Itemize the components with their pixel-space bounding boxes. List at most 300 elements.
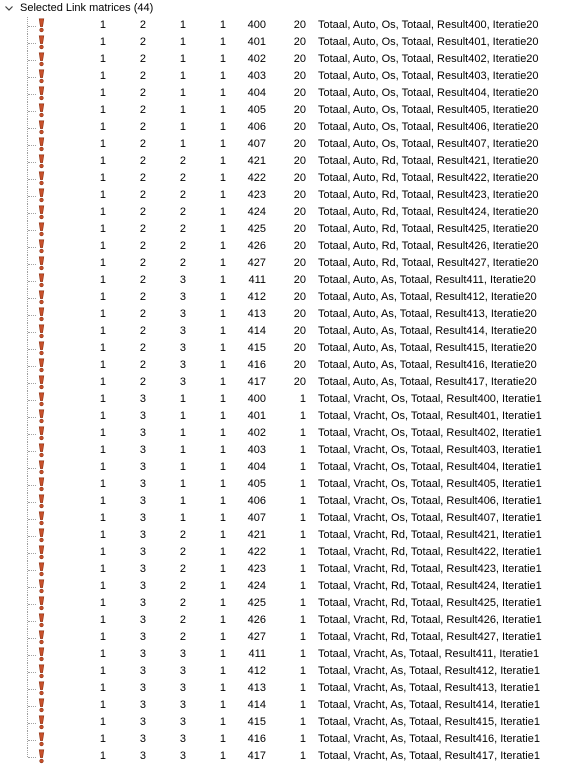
warning-pin-icon: [37, 647, 46, 662]
tree-connector-horizontal: [28, 502, 36, 503]
row-cell-4: 1: [219, 291, 226, 303]
tree-row[interactable]: [0, 357, 570, 374]
row-cell-4: 1: [219, 716, 226, 728]
row-cell-5: 401: [247, 410, 266, 422]
row-cell-3: 3: [179, 665, 186, 677]
row-cell-5: 412: [247, 665, 266, 677]
row-cell-4: 1: [219, 121, 226, 133]
tree-row[interactable]: [0, 170, 570, 187]
row-cell-5: 411: [248, 648, 266, 660]
tree-connector-horizontal: [28, 315, 36, 316]
tree-connector-horizontal: [28, 128, 36, 129]
row-cell-2: 3: [139, 444, 146, 456]
row-cell-3: 3: [179, 699, 186, 711]
row-cell-6: 1: [299, 410, 306, 422]
row-cell-6: 20: [293, 87, 306, 99]
row-description: Totaal, Vracht, Os, Totaal, Result405, Iteratie1: [318, 478, 542, 490]
tree-row[interactable]: [0, 391, 570, 408]
row-cell-5: 421: [247, 155, 266, 167]
tree-row[interactable]: [0, 493, 570, 510]
row-cell-1: 1: [99, 563, 106, 575]
row-cell-4: 1: [219, 393, 226, 405]
row-cell-2: 2: [139, 104, 146, 116]
row-description: Totaal, Auto, As, Totaal, Result412, Iteratie20: [318, 291, 537, 303]
warning-pin-icon: [37, 188, 46, 203]
row-description: Totaal, Auto, As, Totaal, Result415, Iteratie20: [318, 342, 537, 354]
tree-row[interactable]: [0, 476, 570, 493]
row-description: Totaal, Auto, Rd, Totaal, Result422, Iteratie20: [318, 172, 539, 184]
warning-pin-icon: [37, 698, 46, 713]
tree-row[interactable]: [0, 187, 570, 204]
tree-row[interactable]: [0, 153, 570, 170]
row-description: Totaal, Vracht, Os, Totaal, Result403, Iteratie1: [318, 444, 542, 456]
row-description: Totaal, Vracht, Os, Totaal, Result404, Iteratie1: [318, 461, 542, 473]
warning-pin-icon: [37, 69, 46, 84]
row-cell-6: 1: [299, 529, 306, 541]
row-cell-1: 1: [99, 597, 106, 609]
row-cell-2: 2: [139, 274, 146, 286]
tree-row[interactable]: [0, 731, 570, 748]
row-cell-2: 2: [139, 359, 146, 371]
row-description: Totaal, Auto, Os, Totaal, Result403, Iteratie20: [318, 70, 539, 82]
tree-connector-horizontal: [28, 43, 36, 44]
row-cell-5: 404: [247, 87, 266, 99]
row-cell-3: 2: [179, 223, 186, 235]
row-description: Totaal, Auto, As, Totaal, Result411, Iteratie20: [318, 274, 536, 286]
tree-connector-horizontal: [28, 519, 36, 520]
row-cell-4: 1: [219, 19, 226, 31]
row-cell-5: 421: [247, 529, 266, 541]
row-cell-1: 1: [99, 546, 106, 558]
row-cell-2: 3: [139, 733, 146, 745]
row-cell-1: 1: [99, 19, 106, 31]
warning-pin-icon: [37, 749, 46, 764]
row-cell-4: 1: [219, 274, 226, 286]
row-cell-5: 423: [247, 563, 266, 575]
row-cell-3: 2: [179, 631, 186, 643]
warning-pin-icon: [37, 256, 46, 271]
row-description: Totaal, Vracht, Rd, Totaal, Result424, Iteratie1: [318, 580, 542, 592]
row-description: Totaal, Vracht, Os, Totaal, Result400, Iteratie1: [318, 393, 542, 405]
tree-row[interactable]: [0, 102, 570, 119]
row-cell-4: 1: [219, 172, 226, 184]
tree-connector-horizontal: [28, 60, 36, 61]
tree-connector-horizontal: [28, 757, 36, 758]
row-cell-4: 1: [219, 308, 226, 320]
row-cell-4: 1: [219, 376, 226, 388]
row-description: Totaal, Auto, Os, Totaal, Result401, Iteratie20: [318, 36, 539, 48]
tree-connector-horizontal: [28, 77, 36, 78]
row-cell-3: 3: [179, 648, 186, 660]
row-cell-6: 20: [293, 19, 306, 31]
tree-row[interactable]: [0, 459, 570, 476]
row-cell-1: 1: [99, 70, 106, 82]
row-cell-6: 20: [293, 257, 306, 269]
warning-pin-icon: [37, 613, 46, 628]
row-cell-3: 1: [179, 427, 186, 439]
tree-row[interactable]: [0, 578, 570, 595]
row-cell-5: 423: [247, 189, 266, 201]
tree-row[interactable]: [0, 289, 570, 306]
row-description: Totaal, Vracht, Rd, Totaal, Result427, Iteratie1: [318, 631, 542, 643]
row-cell-2: 2: [139, 257, 146, 269]
row-cell-5: 400: [247, 19, 266, 31]
row-cell-2: 2: [139, 19, 146, 31]
row-cell-2: 3: [139, 546, 146, 558]
row-cell-6: 20: [293, 104, 306, 116]
row-cell-5: 427: [247, 257, 266, 269]
row-cell-4: 1: [219, 223, 226, 235]
tree-row[interactable]: [0, 527, 570, 544]
row-cell-3: 3: [179, 342, 186, 354]
row-cell-5: 413: [247, 682, 266, 694]
warning-pin-icon: [37, 392, 46, 407]
row-cell-6: 20: [293, 189, 306, 201]
row-cell-6: 20: [293, 53, 306, 65]
tree-connector-horizontal: [28, 179, 36, 180]
row-cell-1: 1: [99, 359, 106, 371]
row-cell-6: 1: [299, 597, 306, 609]
tree-connector-horizontal: [28, 111, 36, 112]
row-cell-5: 404: [247, 461, 266, 473]
tree-connector-horizontal: [28, 230, 36, 231]
tree-row[interactable]: [0, 51, 570, 68]
row-cell-3: 3: [179, 359, 186, 371]
warning-pin-icon: [37, 307, 46, 322]
row-cell-2: 3: [139, 716, 146, 728]
tree-connector-horizontal: [28, 587, 36, 588]
tree-row[interactable]: [0, 612, 570, 629]
row-cell-5: 402: [247, 53, 266, 65]
tree-group-label: Selected Link matrices (44): [20, 2, 154, 14]
row-cell-5: 416: [247, 359, 266, 371]
row-cell-5: 425: [247, 597, 266, 609]
row-cell-3: 2: [179, 172, 186, 184]
row-cell-4: 1: [219, 325, 226, 337]
row-description: Totaal, Auto, Os, Totaal, Result404, Iteratie20: [318, 87, 539, 99]
row-cell-2: 3: [139, 512, 146, 524]
row-cell-2: 2: [139, 291, 146, 303]
row-cell-6: 20: [293, 172, 306, 184]
row-cell-5: 405: [247, 104, 266, 116]
row-cell-3: 1: [179, 495, 186, 507]
tree-row[interactable]: [0, 17, 570, 34]
row-cell-2: 3: [139, 648, 146, 660]
row-description: Totaal, Auto, Os, Totaal, Result402, Iteratie20: [318, 53, 539, 65]
row-cell-1: 1: [99, 682, 106, 694]
tree-connector-horizontal: [28, 740, 36, 741]
tree-row[interactable]: [0, 646, 570, 663]
row-cell-3: 2: [179, 240, 186, 252]
warning-pin-icon: [37, 18, 46, 33]
row-cell-2: 3: [139, 461, 146, 473]
row-cell-4: 1: [219, 189, 226, 201]
row-cell-5: 403: [247, 70, 266, 82]
warning-pin-icon: [37, 239, 46, 254]
row-cell-1: 1: [99, 206, 106, 218]
warning-pin-icon: [37, 715, 46, 730]
row-description: Totaal, Auto, As, Totaal, Result413, Iteratie20: [318, 308, 537, 320]
row-cell-6: 1: [299, 733, 306, 745]
row-cell-6: 1: [299, 563, 306, 575]
row-cell-1: 1: [99, 121, 106, 133]
row-description: Totaal, Auto, Rd, Totaal, Result426, Iteratie20: [318, 240, 539, 252]
tree-row[interactable]: [0, 136, 570, 153]
row-cell-5: 402: [247, 427, 266, 439]
row-description: Totaal, Vracht, As, Totaal, Result417, Iteratie1: [318, 750, 540, 762]
row-cell-4: 1: [219, 70, 226, 82]
tree-row[interactable]: [0, 629, 570, 646]
row-cell-5: 426: [247, 614, 266, 626]
row-cell-4: 1: [219, 104, 226, 116]
row-cell-2: 3: [139, 563, 146, 575]
row-cell-5: 414: [247, 325, 266, 337]
row-description: Totaal, Vracht, Rd, Totaal, Result425, Iteratie1: [318, 597, 542, 609]
tree-connector-horizontal: [28, 553, 36, 554]
row-cell-2: 2: [139, 121, 146, 133]
row-cell-4: 1: [219, 495, 226, 507]
row-cell-2: 3: [139, 478, 146, 490]
row-cell-6: 20: [293, 155, 306, 167]
tree-row[interactable]: [0, 68, 570, 85]
row-cell-6: 20: [293, 342, 306, 354]
row-cell-6: 1: [299, 750, 306, 762]
row-cell-6: 1: [299, 580, 306, 592]
row-cell-3: 2: [179, 257, 186, 269]
row-cell-2: 2: [139, 36, 146, 48]
tree-row[interactable]: [0, 680, 570, 697]
tree-connector-horizontal: [28, 417, 36, 418]
row-cell-6: 1: [299, 478, 306, 490]
row-cell-3: 1: [179, 138, 186, 150]
tree-row[interactable]: [0, 306, 570, 323]
row-cell-1: 1: [99, 325, 106, 337]
warning-pin-icon: [37, 494, 46, 509]
row-cell-2: 3: [139, 393, 146, 405]
row-cell-6: 1: [299, 682, 306, 694]
row-description: Totaal, Auto, Rd, Totaal, Result425, Iteratie20: [318, 223, 539, 235]
tree-row[interactable]: [0, 221, 570, 238]
row-cell-4: 1: [219, 87, 226, 99]
tree-connector-horizontal: [28, 26, 36, 27]
warning-pin-icon: [37, 528, 46, 543]
row-description: Totaal, Auto, Os, Totaal, Result400, Iteratie20: [318, 19, 539, 31]
tree-connector-horizontal: [28, 213, 36, 214]
row-cell-3: 2: [179, 546, 186, 558]
row-cell-1: 1: [99, 36, 106, 48]
tree-row[interactable]: [0, 663, 570, 680]
tree-connector-horizontal: [28, 689, 36, 690]
row-description: Totaal, Auto, Os, Totaal, Result406, Iteratie20: [318, 121, 539, 133]
row-cell-2: 2: [139, 376, 146, 388]
row-cell-4: 1: [219, 580, 226, 592]
tree-row[interactable]: [0, 714, 570, 731]
row-cell-5: 405: [247, 478, 266, 490]
row-description: Totaal, Auto, As, Totaal, Result414, Iteratie20: [318, 325, 537, 337]
tree-row[interactable]: [0, 544, 570, 561]
tree-row[interactable]: [0, 748, 570, 765]
warning-pin-icon: [37, 341, 46, 356]
row-cell-5: 422: [247, 172, 266, 184]
row-cell-3: 1: [179, 121, 186, 133]
row-description: Totaal, Vracht, Os, Totaal, Result402, Iteratie1: [318, 427, 542, 439]
row-cell-1: 1: [99, 138, 106, 150]
row-description: Totaal, Vracht, As, Totaal, Result416, Iteratie1: [318, 733, 540, 745]
row-cell-5: 416: [247, 733, 266, 745]
row-cell-2: 2: [139, 155, 146, 167]
tree-row[interactable]: [0, 408, 570, 425]
row-cell-6: 20: [293, 376, 306, 388]
row-cell-3: 1: [179, 36, 186, 48]
warning-pin-icon: [37, 460, 46, 475]
row-cell-1: 1: [99, 104, 106, 116]
warning-pin-icon: [37, 732, 46, 747]
tree-row[interactable]: [0, 510, 570, 527]
tree-connector-horizontal: [28, 162, 36, 163]
row-cell-4: 1: [219, 682, 226, 694]
row-cell-2: 3: [139, 427, 146, 439]
row-cell-5: 427: [247, 631, 266, 643]
tree-row[interactable]: [0, 561, 570, 578]
row-description: Totaal, Vracht, Os, Totaal, Result406, Iteratie1: [318, 495, 542, 507]
tree-connector-horizontal: [28, 706, 36, 707]
tree-connector-horizontal: [28, 247, 36, 248]
tree-row[interactable]: [0, 374, 570, 391]
tree-row[interactable]: [0, 255, 570, 272]
row-cell-1: 1: [99, 699, 106, 711]
warning-pin-icon: [37, 324, 46, 339]
tree-connector-horizontal: [28, 723, 36, 724]
warning-pin-icon: [37, 35, 46, 50]
row-cell-3: 2: [179, 155, 186, 167]
warning-pin-icon: [37, 86, 46, 101]
row-cell-3: 2: [179, 563, 186, 575]
row-cell-1: 1: [99, 410, 106, 422]
row-cell-4: 1: [219, 478, 226, 490]
row-description: Totaal, Vracht, Os, Totaal, Result401, Iteratie1: [318, 410, 542, 422]
row-cell-5: 407: [247, 512, 266, 524]
row-cell-2: 2: [139, 189, 146, 201]
row-cell-6: 20: [293, 70, 306, 82]
row-cell-4: 1: [219, 546, 226, 558]
tree-row[interactable]: [0, 34, 570, 51]
tree-row[interactable]: [0, 340, 570, 357]
row-cell-5: 422: [247, 546, 266, 558]
row-cell-2: 3: [139, 682, 146, 694]
row-cell-2: 2: [139, 138, 146, 150]
row-cell-3: 1: [179, 393, 186, 405]
row-cell-6: 1: [299, 495, 306, 507]
row-cell-1: 1: [99, 580, 106, 592]
tree-connector-horizontal: [28, 264, 36, 265]
row-cell-1: 1: [99, 240, 106, 252]
row-cell-6: 1: [299, 444, 306, 456]
row-cell-3: 3: [179, 274, 186, 286]
row-cell-3: 3: [179, 308, 186, 320]
warning-pin-icon: [37, 409, 46, 424]
row-cell-1: 1: [99, 750, 106, 762]
row-description: Totaal, Auto, Rd, Totaal, Result424, Iteratie20: [318, 206, 539, 218]
warning-pin-icon: [37, 137, 46, 152]
tree-row[interactable]: [0, 442, 570, 459]
tree-row[interactable]: [0, 595, 570, 612]
tree-connector-horizontal: [28, 434, 36, 435]
tree-row[interactable]: [0, 425, 570, 442]
row-cell-3: 2: [179, 597, 186, 609]
row-cell-3: 2: [179, 189, 186, 201]
warning-pin-icon: [37, 511, 46, 526]
row-cell-3: 1: [179, 461, 186, 473]
tree-connector-horizontal: [28, 196, 36, 197]
warning-pin-icon: [37, 426, 46, 441]
tree-connector-horizontal: [28, 570, 36, 571]
row-cell-1: 1: [99, 87, 106, 99]
row-cell-6: 1: [299, 512, 306, 524]
row-cell-6: 1: [299, 461, 306, 473]
row-cell-5: 424: [247, 206, 266, 218]
row-description: Totaal, Auto, Rd, Totaal, Result421, Iteratie20: [318, 155, 539, 167]
tree-connector-horizontal: [28, 451, 36, 452]
row-cell-3: 1: [179, 19, 186, 31]
tree-connector-horizontal: [28, 638, 36, 639]
row-cell-6: 1: [299, 427, 306, 439]
tree-group-selected-link-matrices[interactable]: [0, 0, 570, 17]
row-cell-6: 20: [293, 359, 306, 371]
row-cell-3: 2: [179, 529, 186, 541]
row-cell-6: 20: [293, 223, 306, 235]
tree-connector-horizontal: [28, 349, 36, 350]
row-description: Totaal, Auto, Os, Totaal, Result405, Iteratie20: [318, 104, 539, 116]
row-cell-1: 1: [99, 631, 106, 643]
row-cell-3: 1: [179, 104, 186, 116]
warning-pin-icon: [37, 120, 46, 135]
warning-pin-icon: [37, 443, 46, 458]
row-cell-6: 20: [293, 291, 306, 303]
warning-pin-icon: [37, 562, 46, 577]
warning-pin-icon: [37, 579, 46, 594]
row-description: Totaal, Auto, As, Totaal, Result416, Iteratie20: [318, 359, 537, 371]
tree-connector-horizontal: [28, 94, 36, 95]
row-cell-3: 1: [179, 410, 186, 422]
tree-row[interactable]: [0, 204, 570, 221]
row-cell-3: 3: [179, 291, 186, 303]
row-cell-3: 3: [179, 325, 186, 337]
row-cell-2: 2: [139, 325, 146, 337]
row-cell-2: 3: [139, 631, 146, 643]
chevron-down-icon[interactable]: [5, 5, 13, 12]
row-cell-4: 1: [219, 529, 226, 541]
row-cell-2: 2: [139, 342, 146, 354]
tree-connector-horizontal: [28, 672, 36, 673]
row-cell-4: 1: [219, 155, 226, 167]
tree-row[interactable]: [0, 85, 570, 102]
tree-row[interactable]: [0, 119, 570, 136]
tree-connector-horizontal: [28, 281, 36, 282]
tree-row[interactable]: [0, 323, 570, 340]
row-cell-5: 406: [247, 495, 266, 507]
row-cell-3: 2: [179, 614, 186, 626]
tree-row[interactable]: [0, 272, 570, 289]
tree-row[interactable]: [0, 697, 570, 714]
row-cell-5: 411: [248, 274, 266, 286]
row-description: Totaal, Vracht, Rd, Totaal, Result426, Iteratie1: [318, 614, 542, 626]
row-cell-6: 20: [293, 121, 306, 133]
tree-row[interactable]: [0, 238, 570, 255]
row-cell-2: 3: [139, 597, 146, 609]
row-cell-4: 1: [219, 342, 226, 354]
tree-connector-horizontal: [28, 383, 36, 384]
row-cell-4: 1: [219, 563, 226, 575]
